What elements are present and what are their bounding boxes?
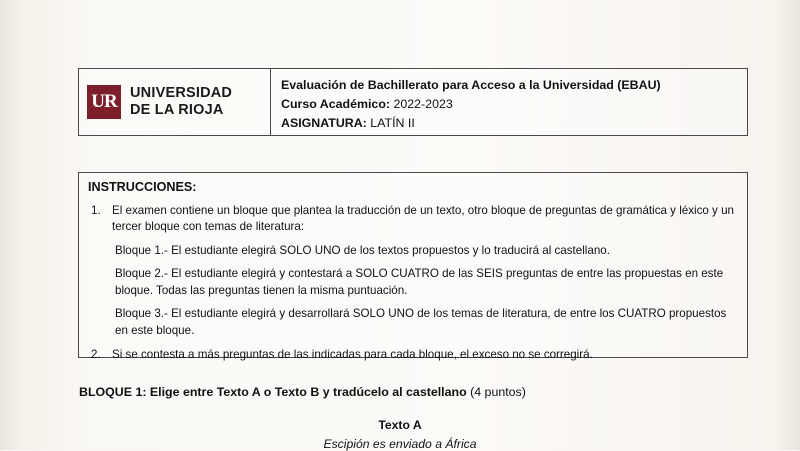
page-right-shading [774, 0, 800, 450]
academic-year-label: Curso Académico: [281, 97, 391, 112]
subject-label: ASIGNATURA: [281, 116, 367, 131]
instruction-subitem-bloque3: Bloque 3.- El estudiante elegirá y desarrollará SOLO UNO de los temas de literatura, de entre los CUATRO propuestos en este bloque. [115, 307, 727, 337]
instruction-text: El examen contiene un bloque que plantea la traducción de un texto, otro bloque de preguntas de gramática y léxico y un tercer bloque con temas de literatura: [112, 204, 734, 234]
instruction-subitem-bloque2: Bloque 2.- El estudiante elegirá y contestará a SOLO CUATRO de las SEIS preguntas de entre las propuestas en este bloque. Todas las preguntas tienen la misma puntuación. [115, 267, 724, 297]
bloque1-heading [79, 385, 526, 399]
exam-header-box [78, 68, 748, 136]
subject-value: LATÍN II [370, 116, 415, 131]
instruction-subitem-bloque1: Bloque 1.- El estudiante elegirá SOLO UNO de los textos propuestos y lo traducirá al castellano. [115, 243, 610, 257]
exam-title: Evaluación de Bachillerato para Acceso a la Universidad (EBAU) [281, 78, 661, 92]
exam-title-cell [271, 69, 747, 135]
texto-a-subtitle: Escipión es enviado a África [323, 437, 477, 451]
university-logo-cell [79, 69, 271, 135]
texto-a-label: Texto A [378, 418, 422, 432]
academic-year-value: 2022-2023 [393, 97, 453, 112]
instruction-item [88, 203, 737, 236]
instructions-box [78, 172, 748, 362]
instructions-title: INSTRUCCIONES: [88, 180, 197, 194]
instruction-item [88, 347, 737, 363]
university-logo-icon: UR [87, 85, 121, 119]
instruction-number: 1. [91, 204, 101, 217]
bloque1-points: (4 puntos) [470, 385, 526, 399]
university-name [130, 85, 232, 119]
instruction-text: Si se contesta a más preguntas de las indicadas para cada bloque, el exceso no se corregirá. [112, 348, 593, 362]
bloque1-heading-text: BLOQUE 1: Elige entre Texto A o Texto B y tradúcelo al castellano [79, 385, 467, 399]
instruction-number: 2. [91, 348, 101, 362]
academic-year-row [281, 95, 741, 114]
university-name-line1: UNIVERSIDAD [130, 84, 233, 101]
university-name-line2: DE LA RIOJA [130, 102, 224, 118]
subject-row [281, 114, 741, 133]
page-left-shading [0, 0, 20, 450]
